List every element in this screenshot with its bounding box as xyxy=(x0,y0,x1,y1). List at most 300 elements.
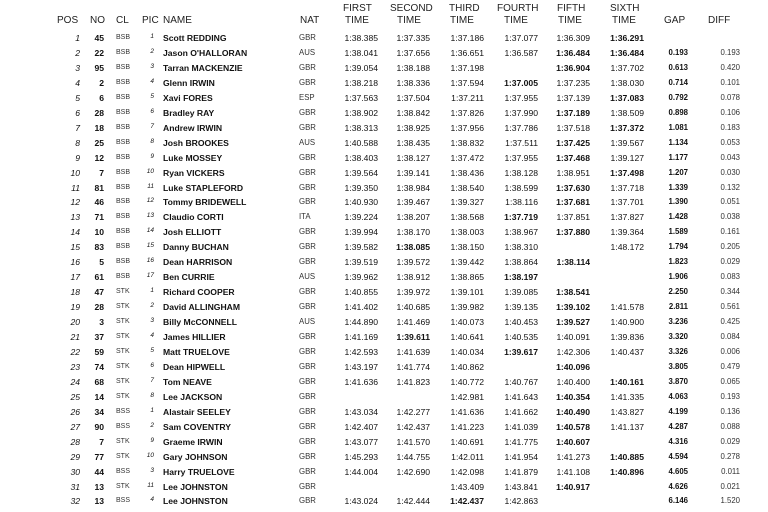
sixth-time-cell: 1:38.030 xyxy=(610,77,644,88)
position-cell: 7 xyxy=(75,122,80,133)
number-cell: 13 xyxy=(94,496,104,507)
header-sixth-line1: SIXTH xyxy=(610,3,640,14)
table-row xyxy=(0,359,768,374)
position-cell: 19 xyxy=(70,302,80,313)
rider-name-cell: James HILLIER xyxy=(163,332,226,342)
number-cell: 28 xyxy=(94,107,104,118)
class-cell: BSS xyxy=(116,422,131,430)
nationality-cell: GBR xyxy=(299,257,316,267)
third-time-cell: 1:40.691 xyxy=(450,436,484,447)
class-position-cell: 10 xyxy=(146,167,154,175)
gap-cell: 4.287 xyxy=(668,421,688,431)
table-row xyxy=(0,105,768,120)
fifth-time-cell: 1:41.108 xyxy=(556,466,590,477)
class-cell: BSB xyxy=(116,108,131,116)
header-no: NO xyxy=(90,15,105,26)
fourth-time-cell: 1:37.077 xyxy=(504,33,538,43)
fourth-time-cell: 1:38.864 xyxy=(504,257,538,268)
nationality-cell: ESP xyxy=(299,92,315,102)
gap-cell: 1.794 xyxy=(668,242,688,252)
fifth-time-cell: 1:37.425 xyxy=(556,137,590,148)
second-time-cell: 1:42.444 xyxy=(396,496,430,507)
nationality-cell: GBR xyxy=(299,376,316,386)
diff-cell: 0.078 xyxy=(720,92,740,102)
number-cell: 28 xyxy=(94,302,104,313)
first-time-cell: 1:43.077 xyxy=(344,436,378,447)
gap-cell: 1.906 xyxy=(668,272,688,282)
gap-cell: 1.207 xyxy=(668,167,688,177)
nationality-cell: GBR xyxy=(299,451,316,461)
header-third-line2: TIME xyxy=(450,15,474,26)
table-row xyxy=(0,269,768,284)
diff-cell: 0.051 xyxy=(720,197,740,207)
class-position-cell: 7 xyxy=(150,122,154,130)
class-position-cell: 3 xyxy=(150,62,154,70)
second-time-cell: 1:38.188 xyxy=(396,62,430,73)
rider-name-cell: Tarran MACKENZIE xyxy=(163,62,243,73)
table-row xyxy=(0,30,768,45)
gap-cell: 0.613 xyxy=(668,62,688,72)
fourth-time-cell: 1:40.767 xyxy=(504,376,538,387)
third-time-cell: 1:37.956 xyxy=(450,122,484,133)
diff-cell: 0.561 xyxy=(720,302,740,312)
position-cell: 11 xyxy=(71,182,80,193)
first-time-cell: 1:39.054 xyxy=(344,62,378,73)
gap-cell: 0.714 xyxy=(668,77,688,87)
number-cell: 14 xyxy=(94,391,104,402)
gap-cell: 4.316 xyxy=(668,436,688,446)
header-fifth-line1: FIFTH xyxy=(557,3,586,14)
second-time-cell: 1:37.656 xyxy=(396,47,430,58)
position-cell: 9 xyxy=(75,152,80,163)
rider-name-cell: Matt TRUELOVE xyxy=(163,346,230,357)
fourth-time-cell: 1:38.310 xyxy=(504,242,538,253)
table-row xyxy=(0,314,768,329)
table-header xyxy=(0,0,768,30)
number-cell: 5 xyxy=(99,257,104,268)
number-cell: 34 xyxy=(94,406,104,417)
third-time-cell: 1:41.223 xyxy=(450,421,484,432)
class-position-cell: 6 xyxy=(150,361,154,369)
fourth-time-cell: 1:43.841 xyxy=(504,481,538,492)
third-time-cell: 1:39.982 xyxy=(450,302,484,313)
class-position-cell: 7 xyxy=(150,376,154,384)
sixth-time-cell: 1:37.702 xyxy=(610,62,644,73)
class-position-cell: 1 xyxy=(150,406,154,414)
fifth-time-cell: 1:40.917 xyxy=(556,481,590,492)
first-time-cell: 1:39.564 xyxy=(344,167,378,178)
rider-name-cell: Sam COVENTRY xyxy=(163,421,231,432)
gap-cell: 4.594 xyxy=(668,451,688,461)
table-row xyxy=(0,329,768,344)
third-time-cell: 1:40.862 xyxy=(450,361,484,372)
rider-name-cell: Tom NEAVE xyxy=(163,376,212,387)
number-cell: 6 xyxy=(99,92,104,103)
class-cell: BSB xyxy=(116,78,131,86)
class-cell: BSB xyxy=(116,213,131,221)
table-row xyxy=(0,464,768,479)
table-row xyxy=(0,75,768,90)
second-time-cell: 1:41.774 xyxy=(396,361,430,372)
table-row xyxy=(0,165,768,180)
number-cell: 25 xyxy=(94,137,104,148)
rider-name-cell: Dean HARRISON xyxy=(163,257,233,268)
fourth-time-cell: 1:37.955 xyxy=(504,152,538,163)
header-fifth-line2: TIME xyxy=(558,15,582,26)
fourth-time-cell: 1:37.511 xyxy=(505,137,538,148)
sixth-time-cell: 1:41.335 xyxy=(610,391,644,402)
table-row xyxy=(0,180,768,195)
fifth-time-cell: 1:39.527 xyxy=(556,317,590,328)
diff-cell: 0.084 xyxy=(720,332,740,341)
table-row xyxy=(0,60,768,75)
position-cell: 24 xyxy=(70,376,80,387)
sixth-time-cell: 1:41.137 xyxy=(610,421,644,432)
fifth-time-cell: 1:40.490 xyxy=(556,406,590,417)
second-time-cell: 1:41.570 xyxy=(396,436,430,447)
second-time-cell: 1:41.639 xyxy=(396,346,430,357)
fourth-time-cell: 1:39.085 xyxy=(504,287,538,298)
class-cell: BSB xyxy=(116,243,131,251)
third-time-cell: 1:40.034 xyxy=(450,346,484,357)
sixth-time-cell: 1:37.718 xyxy=(610,182,644,193)
table-row xyxy=(0,224,768,239)
sixth-time-cell: 1:48.172 xyxy=(610,242,644,253)
second-time-cell: 1:41.469 xyxy=(396,317,430,328)
class-cell: BSB xyxy=(116,273,131,281)
diff-cell: 0.205 xyxy=(720,242,740,252)
header-gap: GAP xyxy=(664,15,686,26)
number-cell: 59 xyxy=(94,346,104,357)
sixth-time-cell: 1:39.364 xyxy=(610,227,644,238)
second-time-cell: 1:39.572 xyxy=(396,257,430,268)
number-cell: 68 xyxy=(94,376,104,387)
second-time-cell: 1:39.141 xyxy=(396,167,430,178)
first-time-cell: 1:39.519 xyxy=(344,257,378,268)
rider-name-cell: Claudio CORTI xyxy=(163,212,224,223)
fifth-time-cell: 1:40.096 xyxy=(556,361,590,372)
fifth-time-cell: 1:40.091 xyxy=(556,332,590,342)
second-time-cell: 1:41.823 xyxy=(396,376,430,387)
gap-cell: 3.805 xyxy=(668,361,688,371)
nationality-cell: ITA xyxy=(299,212,311,222)
nationality-cell: GBR xyxy=(299,242,316,252)
third-time-cell: 1:37.198 xyxy=(450,62,484,73)
fourth-time-cell: 1:39.617 xyxy=(504,346,538,357)
first-time-cell: 1:41.636 xyxy=(344,376,378,387)
header-pos: POS xyxy=(57,15,79,26)
third-time-cell: 1:42.011 xyxy=(451,451,484,462)
rider-name-cell: Alastair SEELEY xyxy=(163,406,231,417)
class-cell: BSS xyxy=(116,497,131,505)
position-cell: 27 xyxy=(70,421,80,432)
class-position-cell: 8 xyxy=(150,391,154,399)
number-cell: 13 xyxy=(94,481,104,492)
nationality-cell: GBR xyxy=(299,167,316,177)
diff-cell: 0.083 xyxy=(720,272,740,282)
sixth-time-cell: 1:40.885 xyxy=(610,451,644,462)
class-cell: BSB xyxy=(116,48,131,56)
class-position-cell: 8 xyxy=(150,137,154,145)
diff-cell: 0.161 xyxy=(720,227,740,237)
nationality-cell: GBR xyxy=(299,406,316,416)
nationality-cell: GBR xyxy=(299,496,316,506)
class-cell: STK xyxy=(116,437,130,445)
position-cell: 15 xyxy=(70,242,80,253)
fourth-time-cell: 1:40.535 xyxy=(504,332,538,342)
number-cell: 83 xyxy=(94,242,104,253)
third-time-cell: 1:38.436 xyxy=(450,167,484,178)
position-cell: 23 xyxy=(70,361,80,372)
table-row xyxy=(0,419,768,434)
fifth-time-cell: 1:36.484 xyxy=(556,47,590,58)
position-cell: 30 xyxy=(70,466,80,477)
diff-cell: 0.088 xyxy=(720,421,740,431)
first-time-cell: 1:44.890 xyxy=(344,317,378,328)
second-time-cell: 1:42.437 xyxy=(396,421,430,432)
fourth-time-cell: 1:37.719 xyxy=(504,212,538,223)
fourth-time-cell: 1:38.197 xyxy=(504,272,538,283)
sixth-time-cell: 1:43.827 xyxy=(610,406,644,417)
third-time-cell: 1:37.472 xyxy=(450,152,484,163)
rider-name-cell: Jason O'HALLORAN xyxy=(163,47,248,58)
gap-cell: 1.081 xyxy=(668,122,688,132)
diff-cell: 0.029 xyxy=(720,257,740,267)
fifth-time-cell: 1:37.880 xyxy=(556,227,590,238)
first-time-cell: 1:40.588 xyxy=(344,137,378,148)
nationality-cell: GBR xyxy=(299,481,316,491)
position-cell: 18 xyxy=(70,287,80,298)
diff-cell: 0.065 xyxy=(720,376,740,386)
diff-cell: 0.029 xyxy=(720,436,740,446)
class-cell: BSB xyxy=(116,228,131,236)
diff-cell: 0.278 xyxy=(720,451,740,461)
rider-name-cell: Lee JACKSON xyxy=(163,391,223,402)
fifth-time-cell: 1:40.578 xyxy=(556,421,590,432)
sixth-time-cell: 1:36.484 xyxy=(610,47,644,58)
position-cell: 28 xyxy=(70,436,80,447)
number-cell: 45 xyxy=(94,33,104,43)
diff-cell: 0.136 xyxy=(720,406,740,416)
table-row xyxy=(0,344,768,359)
number-cell: 77 xyxy=(94,451,104,462)
fourth-time-cell: 1:41.775 xyxy=(504,436,538,447)
third-time-cell: 1:42.437 xyxy=(450,496,484,507)
header-second-line1: SECOND xyxy=(390,3,433,14)
number-cell: 81 xyxy=(94,182,104,193)
gap-cell: 0.193 xyxy=(668,47,688,57)
fifth-time-cell: 1:38.541 xyxy=(556,287,590,298)
gap-cell: 1.134 xyxy=(668,137,688,147)
position-cell: 13 xyxy=(70,212,80,223)
header-third-line1: THIRD xyxy=(449,3,480,14)
fourth-time-cell: 1:39.135 xyxy=(504,302,538,313)
third-time-cell: 1:38.003 xyxy=(450,227,484,238)
rider-name-cell: Ryan VICKERS xyxy=(163,167,225,178)
third-time-cell: 1:42.098 xyxy=(450,466,484,477)
sixth-time-cell: 1:37.083 xyxy=(610,92,644,103)
nationality-cell: GBR xyxy=(299,182,316,192)
nationality-cell: GBR xyxy=(299,152,316,162)
rider-name-cell: Lee JOHNSTON xyxy=(163,496,228,507)
sixth-time-cell: 1:37.827 xyxy=(610,212,644,223)
class-cell: BSS xyxy=(116,467,131,475)
fifth-time-cell: 1:38.114 xyxy=(556,257,590,268)
gap-cell: 4.605 xyxy=(668,466,688,476)
rider-name-cell: Bradley RAY xyxy=(163,107,215,118)
first-time-cell: 1:40.855 xyxy=(344,287,378,298)
sixth-time-cell: 1:38.509 xyxy=(610,107,644,118)
fifth-time-cell: 1:39.102 xyxy=(556,302,590,313)
class-position-cell: 4 xyxy=(150,332,154,339)
position-cell: 17 xyxy=(70,272,80,283)
sixth-time-cell: 1:36.291 xyxy=(610,33,644,43)
position-cell: 26 xyxy=(70,406,80,417)
gap-cell: 0.792 xyxy=(668,92,688,102)
gap-cell: 6.146 xyxy=(668,496,688,506)
rider-name-cell: Gary JOHNSON xyxy=(163,451,228,462)
rider-name-cell: Xavi FORES xyxy=(163,92,213,103)
fourth-time-cell: 1:36.587 xyxy=(504,47,538,58)
class-cell: STK xyxy=(116,392,130,400)
header-fourth-line2: TIME xyxy=(504,15,528,26)
fourth-time-cell: 1:38.128 xyxy=(504,167,538,178)
first-time-cell: 1:42.407 xyxy=(344,421,378,432)
fourth-time-cell: 1:37.005 xyxy=(504,77,538,88)
fifth-time-cell: 1:37.189 xyxy=(556,107,590,118)
fifth-time-cell: 1:37.468 xyxy=(556,152,590,163)
first-time-cell: 1:41.169 xyxy=(344,332,378,342)
third-time-cell: 1:43.409 xyxy=(450,481,484,492)
third-time-cell: 1:40.641 xyxy=(450,332,484,342)
second-time-cell: 1:37.335 xyxy=(396,33,430,43)
class-cell: BSB xyxy=(116,34,131,41)
header-cl: CL xyxy=(116,15,129,26)
first-time-cell: 1:38.313 xyxy=(344,122,378,133)
fifth-time-cell: 1:42.306 xyxy=(556,346,590,357)
position-cell: 3 xyxy=(75,62,80,73)
number-cell: 12 xyxy=(94,152,104,163)
position-cell: 25 xyxy=(70,391,80,402)
class-cell: STK xyxy=(116,482,130,490)
gap-cell: 3.236 xyxy=(668,317,688,327)
class-position-cell: 10 xyxy=(146,451,154,459)
table-row xyxy=(0,434,768,449)
first-time-cell: 1:42.593 xyxy=(344,346,378,357)
third-time-cell: 1:39.442 xyxy=(450,257,484,268)
first-time-cell: 1:43.024 xyxy=(344,496,378,507)
class-position-cell: 4 xyxy=(150,496,154,504)
position-cell: 8 xyxy=(75,137,80,148)
number-cell: 7 xyxy=(99,167,104,178)
class-cell: STK xyxy=(116,362,130,370)
fourth-time-cell: 1:40.453 xyxy=(504,317,538,328)
rider-name-cell: Ben CURRIE xyxy=(163,272,215,283)
nationality-cell: GBR xyxy=(299,346,316,356)
fourth-time-cell: 1:41.954 xyxy=(504,451,538,462)
first-time-cell: 1:38.403 xyxy=(344,152,378,163)
diff-cell: 0.106 xyxy=(720,107,740,117)
fifth-time-cell: 1:37.235 xyxy=(556,77,590,88)
header-diff: DIFF xyxy=(708,15,731,26)
class-cell: BSB xyxy=(116,123,131,131)
position-cell: 31 xyxy=(70,481,80,492)
table-row xyxy=(0,389,768,404)
third-time-cell: 1:37.594 xyxy=(450,77,484,88)
position-cell: 2 xyxy=(75,47,80,58)
table-row xyxy=(0,254,768,269)
table-row xyxy=(0,135,768,150)
class-cell: STK xyxy=(116,303,130,311)
diff-cell: 0.420 xyxy=(720,62,740,72)
class-cell: BSB xyxy=(116,168,131,176)
header-sixth-line2: TIME xyxy=(612,15,636,26)
class-cell: BSB xyxy=(116,153,131,161)
class-position-cell: 4 xyxy=(150,77,154,85)
diff-cell: 0.006 xyxy=(720,346,740,356)
first-time-cell: 1:41.402 xyxy=(344,302,378,313)
fifth-time-cell: 1:37.518 xyxy=(556,122,590,133)
position-cell: 12 xyxy=(70,197,80,208)
header-fourth-line1: FOURTH xyxy=(497,3,539,14)
rider-name-cell: Harry TRUELOVE xyxy=(163,466,235,477)
nationality-cell: GBR xyxy=(299,33,316,42)
fifth-time-cell: 1:37.139 xyxy=(556,92,590,103)
table-row xyxy=(0,479,768,494)
second-time-cell: 1:38.207 xyxy=(396,212,430,223)
class-position-cell: 9 xyxy=(150,152,154,160)
third-time-cell: 1:39.327 xyxy=(450,197,484,208)
fourth-time-cell: 1:38.116 xyxy=(505,197,538,208)
diff-cell: 0.030 xyxy=(720,167,740,177)
class-cell: STK xyxy=(116,377,130,385)
rider-name-cell: Josh ELLIOTT xyxy=(163,227,222,238)
second-time-cell: 1:38.170 xyxy=(396,227,430,238)
class-position-cell: 1 xyxy=(150,287,154,295)
table-row xyxy=(0,299,768,314)
number-cell: 18 xyxy=(94,122,104,133)
number-cell: 7 xyxy=(99,436,104,447)
third-time-cell: 1:41.636 xyxy=(450,406,484,417)
nationality-cell: GBR xyxy=(299,287,316,297)
third-time-cell: 1:38.540 xyxy=(450,182,484,193)
sixth-time-cell: 1:40.900 xyxy=(610,317,644,328)
diff-cell: 0.425 xyxy=(720,317,740,327)
fifth-time-cell: 1:37.851 xyxy=(556,212,590,223)
class-position-cell: 13 xyxy=(146,212,154,220)
sixth-time-cell: 1:40.437 xyxy=(610,346,644,357)
class-position-cell: 15 xyxy=(146,242,154,250)
second-time-cell: 1:38.336 xyxy=(396,77,430,88)
fifth-time-cell: 1:41.273 xyxy=(556,451,590,462)
number-cell: 95 xyxy=(94,62,104,73)
class-position-cell: 11 xyxy=(147,182,154,190)
table-row xyxy=(0,493,768,508)
first-time-cell: 1:37.563 xyxy=(344,92,378,103)
class-position-cell: 16 xyxy=(146,257,154,265)
first-time-cell: 1:38.385 xyxy=(344,33,378,43)
second-time-cell: 1:38.912 xyxy=(396,272,430,283)
fifth-time-cell: 1:40.400 xyxy=(556,376,590,387)
number-cell: 22 xyxy=(94,47,104,58)
table-row xyxy=(0,374,768,389)
nationality-cell: GBR xyxy=(299,466,316,476)
second-time-cell: 1:38.925 xyxy=(396,122,430,133)
third-time-cell: 1:37.186 xyxy=(450,33,484,43)
class-cell: BSB xyxy=(116,138,131,146)
class-cell: STK xyxy=(116,452,130,460)
first-time-cell: 1:38.902 xyxy=(344,107,378,118)
